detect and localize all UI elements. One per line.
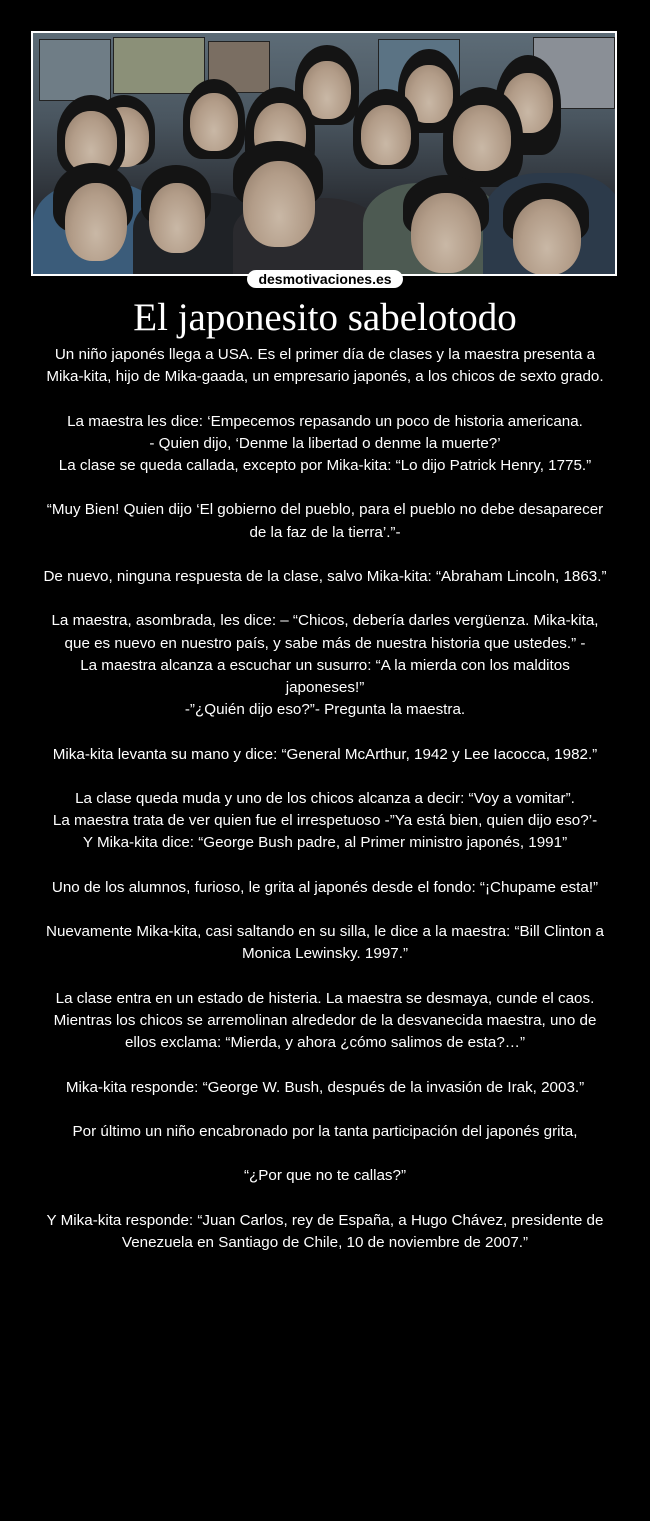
paragraph [40, 1165, 610, 1187]
paragraph [40, 988, 610, 1055]
photo [33, 33, 615, 274]
paragraph [40, 344, 610, 388]
paragraph [40, 566, 610, 588]
text-line: La maestra les dice: ‘Empecemos repasando un poco de historia americana. [67, 412, 583, 430]
paragraph [40, 877, 610, 899]
text-line: Mika-kita levanta su mano y dice: “General McArthur, 1942 y Lee Iacocca, 1982.” [52, 745, 598, 763]
text-line: La maestra trata de ver quien fue el irrespetuoso -”Ya está bien, quien dijo eso?’- [52, 812, 598, 830]
text-line: La maestra, asombrada, les dice: – “Chicos, debería darles vergüenza. Mika-kita, que es nuevo en nuestro país, y sabe más de nuestra historia que ustedes.” - [51, 612, 599, 652]
text-line: Uno de los alumnos, furioso, le grita al japonés desde el fondo: “¡Chupame esta!” [51, 878, 599, 896]
wall-poster [39, 39, 111, 101]
text-line: Por último un niño encabronado por la tanta participación del japonés grita, [72, 1122, 578, 1140]
person-face [149, 183, 205, 253]
paragraph [40, 1210, 610, 1254]
text-line: De nuevo, ninguna respuesta de la clase, salvo Mika-kita: “Abraham Lincoln, 1863.” [43, 567, 607, 585]
person-face [361, 105, 411, 165]
text-line: La maestra alcanza a escuchar un susurro: “A la mierda con los malditos japoneses!” [80, 656, 570, 696]
text-line: La clase entra en un estado de histeria. La maestra se desmaya, cunde el caos. Mientras los chicos se arremolinan alrededor de la desvanecida maestra, uno de ellos exclama: “Mierda, y ahora ¿cómo salimos de esta?…” [53, 989, 597, 1052]
person-face [411, 193, 481, 273]
text-line: -”¿Quién dijo eso?”- Pregunta la maestra. [184, 701, 466, 719]
person-face [513, 199, 581, 275]
story-text [40, 344, 610, 1276]
text-line: Nuevamente Mika-kita, casi saltando en su silla, le dice a la maestra: “Bill Clinton a Monica Lewinsky. 1997.” [46, 923, 604, 963]
page-title: El japonesito sabelotodo [133, 296, 517, 339]
paragraph [40, 921, 610, 965]
text-line: Mika-kita responde: “George W. Bush, después de la invasión de Irak, 2003.” [65, 1078, 585, 1096]
text-line: Un niño japonés llega a USA. Es el primer día de clases y la maestra presenta a Mika-kita, hijo de Mika-gaada, un empresario japonés, a los chicos de sexto grado. [46, 346, 604, 386]
wall-poster [113, 37, 205, 94]
text-line: - Quien dijo, ‘Denme la libertad o denme la muerte?’ [149, 434, 501, 452]
text-line: “Muy Bien! Quien dijo ‘El gobierno del pueblo, para el pueblo no debe desaparecer de la faz de la tierra’.”- [46, 501, 604, 541]
text-line: “¿Por que no te callas?” [243, 1167, 407, 1185]
photo-frame [31, 31, 617, 276]
text-line: La clase queda muda y uno de los chicos alcanza a decir: “Voy a vomitar”. [75, 789, 575, 807]
person-face [190, 93, 238, 151]
paragraph [40, 1077, 610, 1099]
text-line: Y Mika-kita responde: “Juan Carlos, rey de España, a Hugo Chávez, presidente de Venezuela en Santiago de Chile, 10 de noviembre de 2007.” [46, 1211, 604, 1251]
person-face [65, 183, 127, 261]
text-line: La clase se queda callada, excepto por Mika-kita: “Lo dijo Patrick Henry, 1775.” [58, 457, 592, 474]
paragraph [40, 610, 610, 721]
text-line: Y Mika-kita dice: “George Bush padre, al Primer ministro japonés, 1991” [82, 834, 568, 852]
person-face [243, 161, 315, 247]
paragraph [40, 744, 610, 766]
site-logo[interactable]: desmotivaciones.es [247, 270, 403, 288]
paragraph [40, 499, 610, 543]
paragraph [40, 411, 610, 478]
person-face [453, 105, 511, 171]
paragraph [40, 788, 610, 855]
paragraph [40, 1121, 610, 1143]
